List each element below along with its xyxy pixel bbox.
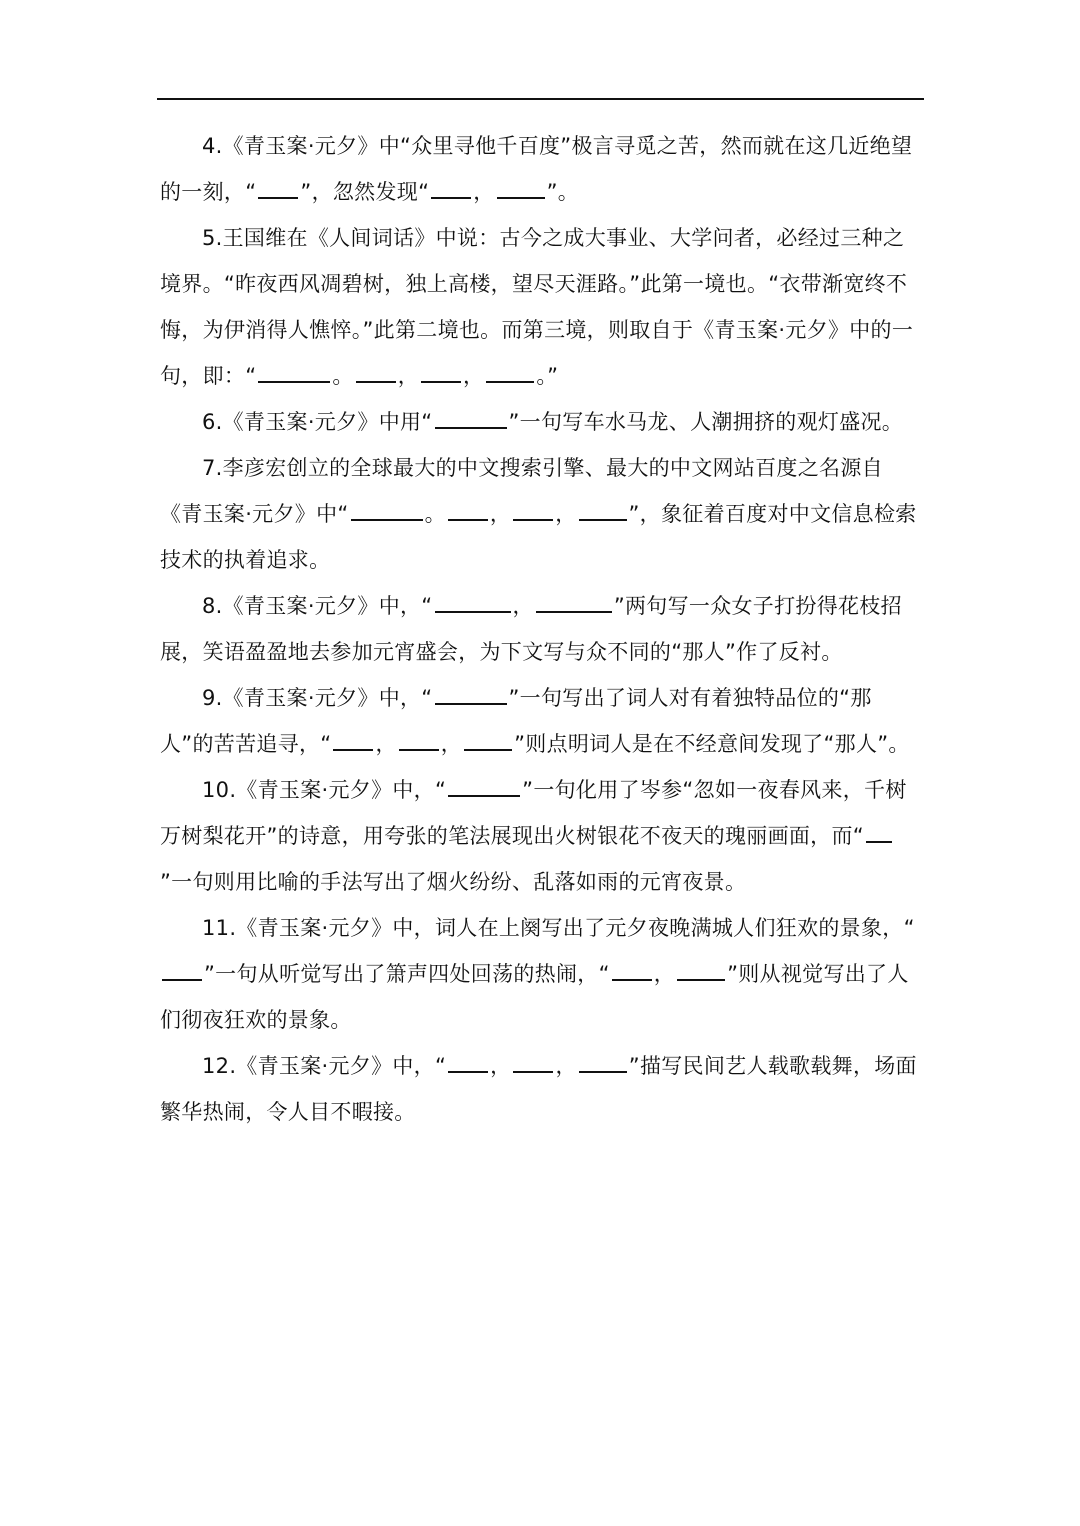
answer-blank[interactable] bbox=[435, 685, 507, 705]
answer-blank[interactable] bbox=[399, 731, 439, 751]
answer-blank[interactable] bbox=[579, 1053, 627, 1073]
answer-blank[interactable] bbox=[513, 501, 553, 521]
answer-blank[interactable] bbox=[162, 961, 202, 981]
answer-blank[interactable] bbox=[866, 823, 892, 843]
question-10: 10.《青玉案·元夕》中，“ ”一句化用了岑参“忽如一夜春风来，千树万树梨花开”的诗意，用夸张的笔法展现出火树银花不夜天的瑰丽画面，而“”一句则用比喻的手法写出了烟火纷纷、乱落如雨的元宵夜景。 bbox=[160, 778, 907, 894]
header-rule bbox=[157, 98, 924, 100]
answer-blank[interactable] bbox=[435, 409, 507, 429]
answer-blank[interactable] bbox=[351, 501, 423, 521]
answer-blank[interactable] bbox=[464, 731, 512, 751]
answer-blank[interactable] bbox=[513, 1053, 553, 1073]
answer-blank[interactable] bbox=[486, 363, 534, 383]
answer-blank[interactable] bbox=[612, 961, 652, 981]
answer-blank[interactable] bbox=[497, 179, 545, 199]
answer-blank[interactable] bbox=[258, 179, 298, 199]
answer-blank[interactable] bbox=[579, 501, 627, 521]
answer-blank[interactable] bbox=[421, 363, 461, 383]
question-7: 7.李彦宏创立的全球最大的中文搜索引擎、最大的中文网站百度之名源自《青玉案·元夕》中“ 。 ， ， ”，象征着百度对中文信息检索技术的执着追求。 bbox=[160, 456, 917, 572]
answer-blank[interactable] bbox=[448, 501, 488, 521]
answer-blank[interactable] bbox=[536, 593, 612, 613]
question-12: 12.《青玉案·元夕》中，“ ， ， ”描写民间艺人载歌载舞，场面繁华热闹，令人目不暇接。 bbox=[160, 1054, 917, 1124]
answer-blank[interactable] bbox=[677, 961, 725, 981]
question-9: 9.《青玉案·元夕》中，“ ”一句写出了词人对有着独特品位的“那人”的苦苦追寻，“ ， ， ”则点明词人是在不经意间发现了“那人”。 bbox=[160, 686, 910, 756]
question-6: 6.《青玉案·元夕》中用“ ”一句写车水马龙、人潮拥挤的观灯盛况。 bbox=[202, 410, 904, 434]
question-11: 11.《青玉案·元夕》中，词人在上阕写出了元夕夜晚满城人们狂欢的景象，“”一句从听觉写出了箫声四处回荡的热闹，“ ， ”则从视觉写出了人们彻夜狂欢的景象。 bbox=[160, 916, 915, 1032]
answer-blank[interactable] bbox=[258, 363, 330, 383]
question-4: 4.《青玉案·元夕》中“众里寻他千百度”极言寻觅之苦，然而就在这几近绝望的一刻，“ ”，忽然发现“ ， ”。 bbox=[160, 134, 913, 204]
answer-blank[interactable] bbox=[448, 777, 520, 797]
answer-blank[interactable] bbox=[333, 731, 373, 751]
answer-blank[interactable] bbox=[448, 1053, 488, 1073]
question-5: 5.王国维在《人间词话》中说：古今之成大事业、大学问者，必经过三种之境界。“昨夜西风凋碧树，独上高楼，望尽天涯路。”此第一境也。“衣带渐宽终不悔，为伊消得人憔悴。”此第二境也。而第三境，则取自于《青玉案·元夕》中的一句，即：“ 。 ， ， 。” bbox=[160, 226, 914, 388]
answer-blank[interactable] bbox=[431, 179, 471, 199]
answer-blank[interactable] bbox=[435, 593, 511, 613]
answer-blank[interactable] bbox=[356, 363, 396, 383]
question-8: 8.《青玉案·元夕》中，“ ， ”两句写一众女子打扮得花枝招展，笑语盈盈地去参加元宵盛会，为下文写与众不同的“那人”作了反衬。 bbox=[160, 594, 902, 664]
worksheet-body bbox=[160, 123, 924, 1135]
